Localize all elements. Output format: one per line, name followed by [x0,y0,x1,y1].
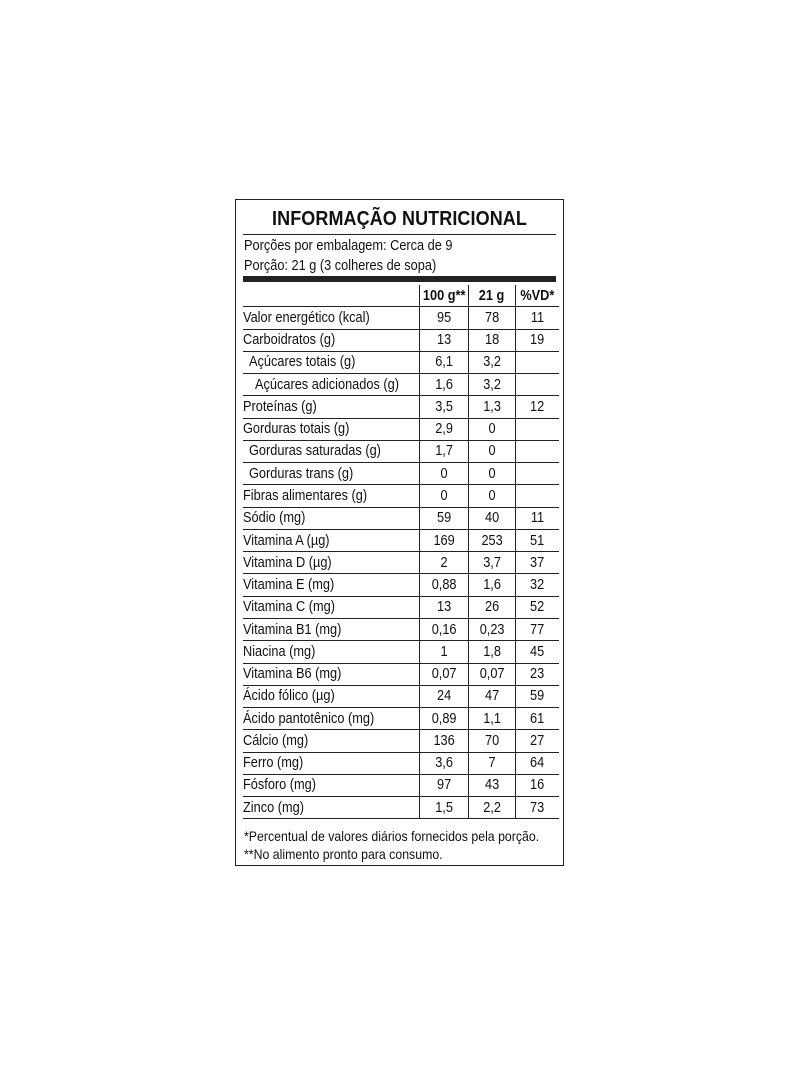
value-daily-percent: 64 [516,752,559,774]
nutrient-name: Niacina (mg) [243,641,419,663]
table-row [243,752,559,774]
value-daily-percent: 51 [516,529,559,551]
value-daily-percent: 73 [516,797,559,819]
servings-per-package: Porções por embalagem: Cerca de 9 [244,238,453,254]
nutrient-name: Fósforo (mg) [243,774,419,796]
value-per-100g: 1 [419,641,468,663]
value-daily-percent [516,374,559,396]
value-daily-percent: 32 [516,574,559,596]
nutrient-name: Vitamina E (mg) [243,574,419,596]
nutrient-name: Açúcares totais (g) [243,351,419,373]
value-daily-percent: 37 [516,552,559,574]
value-per-portion: 1,6 [469,574,516,596]
value-per-portion: 253 [469,529,516,551]
header-nutrient [243,285,419,307]
value-per-100g: 13 [419,596,468,618]
nutrient-name: Vitamina B6 (mg) [243,663,419,685]
value-per-100g: 0,16 [419,618,468,640]
nutrient-name: Vitamina A (µg) [243,529,419,551]
value-daily-percent: 27 [516,730,559,752]
value-daily-percent [516,463,559,485]
value-per-100g: 24 [419,685,468,707]
table-row [243,797,559,819]
value-per-portion: 2,2 [469,797,516,819]
value-per-100g: 95 [419,307,468,329]
nutrient-name: Fibras alimentares (g) [243,485,419,507]
nutrient-name: Ácido pantotênico (mg) [243,708,419,730]
value-per-portion: 1,8 [469,641,516,663]
thick-divider [243,276,556,282]
table-row [243,485,559,507]
value-daily-percent: 16 [516,774,559,796]
value-per-100g: 6,1 [419,351,468,373]
value-daily-percent: 77 [516,618,559,640]
nutrient-name: Gorduras trans (g) [243,463,419,485]
value-daily-percent: 45 [516,641,559,663]
footnote-ready-to-eat: **No alimento pronto para consumo. [244,846,443,862]
nutrient-name: Valor energético (kcal) [243,307,419,329]
value-per-portion: 70 [469,730,516,752]
value-per-100g: 1,7 [419,440,468,462]
table-row [243,374,559,396]
table-row [243,552,559,574]
table-row [243,730,559,752]
nutrient-name: Sódio (mg) [243,507,419,529]
table-body [243,307,559,819]
nutrient-name: Açúcares adicionados (g) [243,374,419,396]
table-row [243,708,559,730]
nutrient-name: Vitamina D (µg) [243,552,419,574]
value-per-portion: 18 [469,329,516,351]
value-per-100g: 3,6 [419,752,468,774]
value-per-portion: 0 [469,485,516,507]
footnote-daily-value: *Percentual de valores diários fornecidos pela porção. [244,828,540,844]
table-row [243,529,559,551]
nutrient-name: Ácido fólico (µg) [243,685,419,707]
title-divider [243,234,556,235]
value-per-portion: 3,7 [469,552,516,574]
table-row [243,596,559,618]
value-per-portion: 47 [469,685,516,707]
footnotes [244,827,579,863]
table-row [243,685,559,707]
table-row [243,574,559,596]
value-per-100g: 0,89 [419,708,468,730]
value-daily-percent [516,418,559,440]
portion-size: Porção: 21 g (3 colheres de sopa) [244,258,437,274]
value-per-portion: 0,07 [469,663,516,685]
nutrient-name: Gorduras saturadas (g) [243,440,419,462]
value-per-100g: 2,9 [419,418,468,440]
value-per-100g: 0,07 [419,663,468,685]
value-daily-percent: 23 [516,663,559,685]
nutrient-name: Vitamina C (mg) [243,596,419,618]
value-per-portion: 3,2 [469,351,516,373]
value-per-portion: 1,3 [469,396,516,418]
value-per-portion: 26 [469,596,516,618]
table-row [243,507,559,529]
value-per-portion: 3,2 [469,374,516,396]
header-daily-value: %VD* [516,285,559,307]
table-row [243,440,559,462]
value-per-portion: 7 [469,752,516,774]
value-per-portion: 1,1 [469,708,516,730]
value-per-100g: 1,6 [419,374,468,396]
value-per-100g: 1,5 [419,797,468,819]
value-per-portion: 43 [469,774,516,796]
value-per-100g: 59 [419,507,468,529]
value-per-100g: 169 [419,529,468,551]
header-per-100g: 100 g** [419,285,468,307]
value-per-portion: 40 [469,507,516,529]
value-daily-percent: 11 [516,507,559,529]
table-row [243,663,559,685]
nutrient-name: Cálcio (mg) [243,730,419,752]
value-per-100g: 2 [419,552,468,574]
header-per-portion: 21 g [469,285,516,307]
value-daily-percent: 61 [516,708,559,730]
value-daily-percent: 52 [516,596,559,618]
value-per-100g: 3,5 [419,396,468,418]
table-row [243,463,559,485]
nutrient-name: Carboidratos (g) [243,329,419,351]
value-daily-percent [516,485,559,507]
nutrition-label [235,199,564,866]
table-row [243,618,559,640]
nutrition-table [243,285,559,819]
nutrient-name: Vitamina B1 (mg) [243,618,419,640]
value-daily-percent [516,440,559,462]
table-row [243,307,559,329]
value-per-100g: 0 [419,463,468,485]
value-per-100g: 0,88 [419,574,468,596]
nutrient-name: Proteínas (g) [243,396,419,418]
table-row [243,351,559,373]
value-per-portion: 0 [469,463,516,485]
value-daily-percent: 11 [516,307,559,329]
table-header-row [243,285,559,307]
value-daily-percent: 19 [516,329,559,351]
table-row [243,641,559,663]
table-row [243,329,559,351]
label-title: INFORMAÇÃO NUTRICIONAL [272,208,527,230]
value-per-portion: 0 [469,440,516,462]
value-per-portion: 78 [469,307,516,329]
nutrient-name: Zinco (mg) [243,797,419,819]
value-per-100g: 0 [419,485,468,507]
value-per-100g: 136 [419,730,468,752]
nutrient-name: Ferro (mg) [243,752,419,774]
value-daily-percent [516,351,559,373]
value-daily-percent: 12 [516,396,559,418]
value-per-100g: 13 [419,329,468,351]
table-row [243,396,559,418]
value-per-100g: 97 [419,774,468,796]
table-row [243,418,559,440]
nutrient-name: Gorduras totais (g) [243,418,419,440]
value-per-portion: 0,23 [469,618,516,640]
value-daily-percent: 59 [516,685,559,707]
value-per-portion: 0 [469,418,516,440]
table-row [243,774,559,796]
